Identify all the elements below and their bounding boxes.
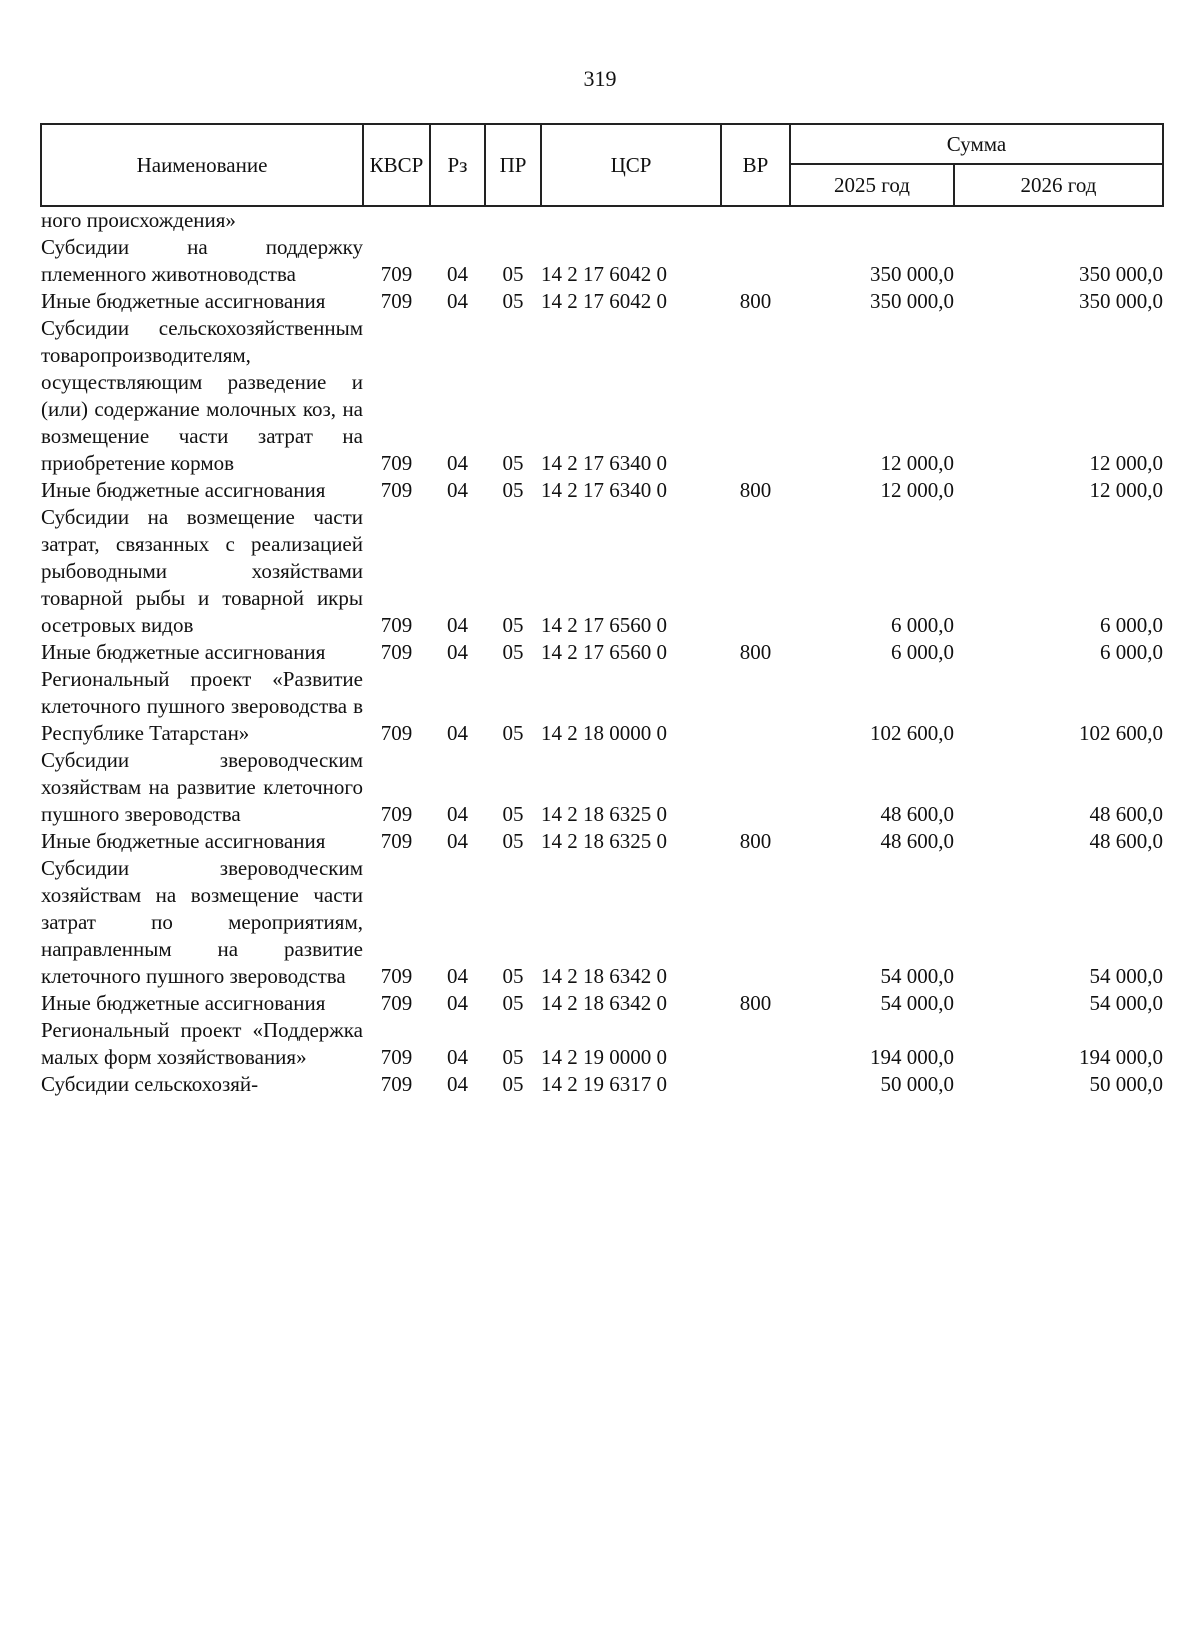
row-vr — [721, 1071, 790, 1098]
table-row — [41, 990, 1163, 1017]
row-kvsr: 709 — [380, 829, 413, 853]
table-row — [41, 504, 1163, 639]
row-csr: 14 2 19 0000 0 — [541, 1045, 667, 1069]
row-sum-2025: 48 600,0 — [880, 802, 954, 826]
row-kvsr: 709 — [380, 1072, 413, 1096]
table-row — [41, 1071, 1163, 1098]
row-name: Региональный проект «Развитие клеточного пушного звероводства в Республике Татарстан» — [41, 667, 363, 745]
row-pr: 05 — [502, 964, 524, 988]
row-name: Субсидии на поддержку племенного животноводства — [41, 235, 363, 286]
row-sum-2026: 48 600,0 — [1089, 829, 1163, 853]
row-vr: 800 — [739, 289, 772, 313]
row-rz: 04 — [447, 613, 468, 637]
row-sum-2026: 350 000,0 — [1079, 289, 1163, 313]
row-rz: 04 — [447, 262, 468, 286]
row-name: Субсидии на возмещение части затрат, связанных с реализацией рыбоводными хозяйствами товарной рыбы и товарной икры осетровых видов — [41, 505, 363, 637]
row-rz: 04 — [447, 721, 468, 745]
table-body — [41, 206, 1163, 1098]
header-year-2026: 2026 год — [954, 164, 1163, 206]
row-name: Иные бюджетные ассигнования — [41, 640, 326, 664]
row-vr: 800 — [739, 640, 772, 664]
row-kvsr: 709 — [380, 1045, 413, 1069]
table-row — [41, 206, 1163, 234]
row-pr: 05 — [502, 289, 524, 313]
row-csr: 14 2 17 6042 0 — [541, 262, 667, 286]
header-rz: Рз — [430, 124, 485, 206]
row-sum-2025: 350 000,0 — [870, 289, 954, 313]
header-kvsr: КВСР — [363, 124, 430, 206]
row-csr: 14 2 18 6342 0 — [541, 991, 667, 1015]
row-pr: 05 — [502, 829, 524, 853]
row-csr: 14 2 17 6340 0 — [541, 451, 667, 475]
table-row — [41, 477, 1163, 504]
row-pr: 05 — [502, 613, 524, 637]
row-kvsr: 709 — [380, 451, 413, 475]
row-sum-2025: 48 600,0 — [880, 829, 954, 853]
row-sum-2026: 6 000,0 — [1100, 613, 1163, 637]
row-csr: 14 2 18 6325 0 — [541, 829, 667, 853]
table-row — [41, 315, 1163, 477]
row-name: ного происхождения» — [41, 208, 236, 232]
table-row — [41, 747, 1163, 828]
row-csr: 14 2 18 6342 0 — [541, 964, 667, 988]
page-number: 319 — [583, 66, 617, 91]
row-rz — [430, 206, 485, 234]
header-pr: ПР — [485, 124, 541, 206]
row-vr — [721, 1017, 790, 1071]
row-pr: 05 — [502, 478, 524, 502]
row-sum-2026: 48 600,0 — [1089, 802, 1163, 826]
row-sum-2026: 194 000,0 — [1079, 1045, 1163, 1069]
row-sum-2026: 102 600,0 — [1079, 721, 1163, 745]
row-vr — [721, 315, 790, 477]
row-rz: 04 — [447, 451, 468, 475]
row-sum-2025: 54 000,0 — [880, 964, 954, 988]
row-csr: 14 2 17 6340 0 — [541, 478, 667, 502]
row-rz: 04 — [447, 829, 468, 853]
row-name: Региональный проект «Поддержка малых форм хозяйствования» — [41, 1018, 363, 1069]
row-pr: 05 — [502, 721, 524, 745]
row-name: Иные бюджетные ассигнования — [41, 289, 326, 313]
row-sum-2025: 6 000,0 — [891, 613, 954, 637]
row-sum-2025 — [790, 206, 954, 234]
header-name: Наименование — [41, 124, 363, 206]
row-name: Иные бюджетные ассигнования — [41, 478, 326, 502]
row-rz: 04 — [447, 802, 468, 826]
row-vr: 800 — [739, 478, 772, 502]
row-csr: 14 2 18 0000 0 — [541, 721, 667, 745]
row-pr: 05 — [502, 991, 524, 1015]
row-rz: 04 — [447, 964, 468, 988]
table-row — [41, 234, 1163, 288]
row-name: Иные бюджетные ассигнования — [41, 829, 326, 853]
row-pr: 05 — [502, 640, 524, 664]
row-sum-2026: 350 000,0 — [1079, 262, 1163, 286]
row-pr: 05 — [502, 1072, 524, 1096]
row-sum-2026: 6 000,0 — [1100, 640, 1163, 664]
table-header — [41, 124, 1163, 206]
row-csr: 14 2 17 6042 0 — [541, 289, 667, 313]
table-row — [41, 639, 1163, 666]
row-kvsr: 709 — [380, 613, 413, 637]
header-year-2025: 2025 год — [790, 164, 954, 206]
row-kvsr: 709 — [380, 964, 413, 988]
row-vr — [721, 504, 790, 639]
row-name: Субсидии сельскохозяй- — [41, 1072, 259, 1096]
row-csr — [541, 206, 721, 234]
row-sum-2026: 12 000,0 — [1089, 451, 1163, 475]
row-csr: 14 2 18 6325 0 — [541, 802, 667, 826]
row-pr: 05 — [502, 262, 524, 286]
row-sum-2026: 54 000,0 — [1089, 991, 1163, 1015]
row-kvsr: 709 — [380, 802, 413, 826]
row-name: Субсидии звероводческим хозяйствам на развитие клеточного пушного звероводства — [41, 748, 363, 826]
row-kvsr: 709 — [380, 640, 413, 664]
row-kvsr: 709 — [380, 991, 413, 1015]
row-sum-2026: 54 000,0 — [1089, 964, 1163, 988]
row-kvsr: 709 — [380, 478, 413, 502]
header-vr: ВР — [721, 124, 790, 206]
row-sum-2025: 102 600,0 — [870, 721, 954, 745]
table-row — [41, 855, 1163, 990]
row-sum-2025: 350 000,0 — [870, 262, 954, 286]
row-vr: 800 — [739, 991, 772, 1015]
row-vr — [721, 666, 790, 747]
row-sum-2025: 12 000,0 — [880, 451, 954, 475]
table-row — [41, 666, 1163, 747]
row-name: Субсидии звероводческим хозяйствам на возмещение части затрат по мероприятиям, направленным на развитие клеточного пушного звероводства — [41, 856, 363, 988]
row-name: Субсидии сельскохозяйственным товаропроизводителям, осуществляющим разведение и (или) содержание молочных коз, на возмещение части затрат на приобретение кормов — [41, 316, 363, 475]
row-vr: 800 — [739, 829, 772, 853]
row-sum-2025: 54 000,0 — [880, 991, 954, 1015]
table-row — [41, 288, 1163, 315]
row-vr — [721, 234, 790, 288]
row-pr: 05 — [502, 1045, 524, 1069]
row-kvsr: 709 — [380, 289, 413, 313]
row-rz: 04 — [447, 991, 468, 1015]
row-pr: 05 — [502, 802, 524, 826]
row-vr — [721, 747, 790, 828]
row-sum-2025: 6 000,0 — [891, 640, 954, 664]
row-sum-2026 — [954, 206, 1163, 234]
table-row — [41, 828, 1163, 855]
header-sum: Сумма — [790, 124, 1163, 164]
row-rz: 04 — [447, 640, 468, 664]
row-rz: 04 — [447, 289, 468, 313]
row-kvsr: 709 — [380, 262, 413, 286]
budget-table — [40, 123, 1164, 1098]
row-pr — [485, 206, 541, 234]
row-vr — [721, 206, 790, 234]
row-sum-2026: 50 000,0 — [1089, 1072, 1163, 1096]
row-pr: 05 — [502, 451, 524, 475]
row-csr: 14 2 17 6560 0 — [541, 613, 667, 637]
header-csr: ЦСР — [541, 124, 721, 206]
row-sum-2025: 50 000,0 — [880, 1072, 954, 1096]
row-vr — [721, 855, 790, 990]
row-sum-2025: 194 000,0 — [870, 1045, 954, 1069]
row-sum-2026: 12 000,0 — [1089, 478, 1163, 502]
row-rz: 04 — [447, 1045, 468, 1069]
row-kvsr: 709 — [380, 721, 413, 745]
row-rz: 04 — [447, 478, 468, 502]
row-sum-2025: 12 000,0 — [880, 478, 954, 502]
row-csr: 14 2 19 6317 0 — [541, 1072, 667, 1096]
row-name: Иные бюджетные ассигнования — [41, 991, 326, 1015]
row-csr: 14 2 17 6560 0 — [541, 640, 667, 664]
row-kvsr — [363, 206, 430, 234]
row-rz: 04 — [447, 1072, 468, 1096]
table-row — [41, 1017, 1163, 1071]
